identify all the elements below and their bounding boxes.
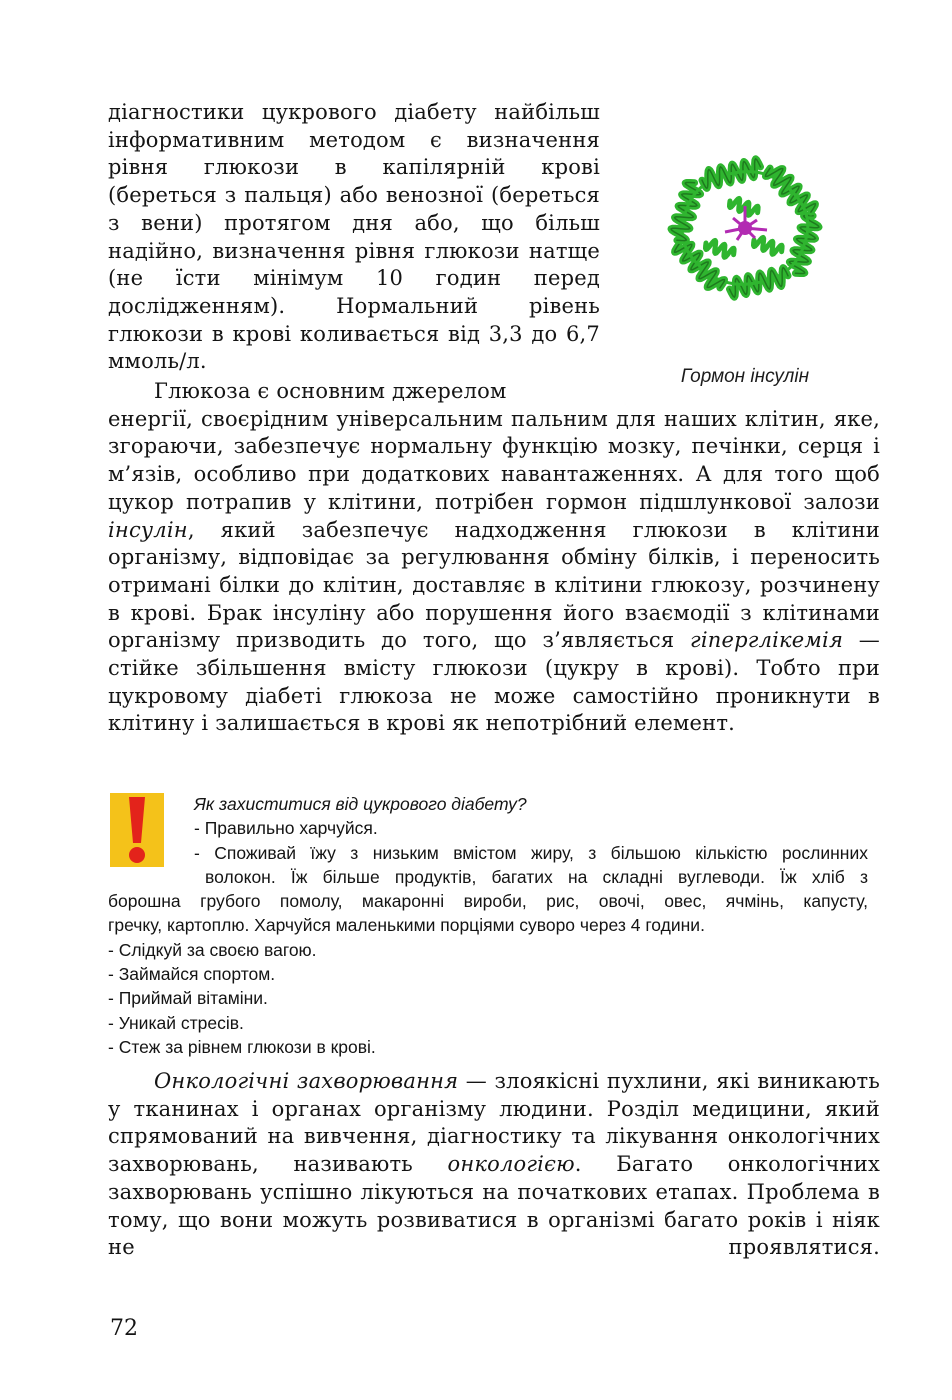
term-oncology: онкологією — [447, 1152, 575, 1177]
term-oncology-diseases: Онкологічні захворювання — [154, 1069, 459, 1093]
tip-item: - Правильно харчуйся. — [194, 818, 378, 839]
ribbon-helix — [706, 240, 735, 257]
tip-item: волокон. Їж більше продуктів, багатих на складні вуглеводи. Їж хліб з — [205, 866, 868, 887]
insulin-structure-image — [620, 128, 870, 328]
ribbon-helix — [754, 237, 783, 254]
tip-item: - Приймай вітаміни. — [108, 988, 268, 1009]
tips-box — [108, 792, 868, 1059]
term-hyperglycemia: гіперглікемія — [690, 628, 844, 653]
body-text-1: енергії, своєрідним універсальним пальним для наших клітин, яке, згораючи, забезпечує нормальну функцію мозку, печінки, серця і м’язів, особливо при додаткових навантаженнях. А для того щоб цукор потрапив у клітини, потрібен гормон підшлункової залози — [108, 406, 880, 514]
body-text-2: , який забезпечує надходження глюкози в клітини організму, відповідає за регулювання обміну білків, і переносить отримані білки до клітин, доставляє в клітини глюкозу, розчинену в крові. Брак інсуліну або порушення його взаємодії з клітинами організму призводить до того, що з’являється — [108, 517, 880, 653]
zinc-ion — [738, 221, 752, 235]
page-number: 72 — [110, 1316, 138, 1341]
tip-item: - Займайся спортом. — [108, 964, 276, 985]
tip-item: борошна грубого помолу, макаронні вироби, рис, овочі, овес, ячмінь, капусту, — [108, 891, 868, 912]
body-paragraph — [108, 378, 880, 738]
insulin-figure — [620, 128, 870, 390]
body-first-line: Глюкоза є основним джерелом — [154, 379, 507, 403]
tips-title: Як захиститися від цукрового діабету? — [194, 794, 527, 814]
oncology-text-2: . Багато онкологічних захворювань успішно лікуються на початкових етапах. Проблема в тому, що вони можуть розвиватися в організмі багато років і ніяк не проявлятися. — [108, 1152, 880, 1260]
body-text-3: — стійке збільшення вмісту глюкози (цукру в крові). Тобто при цукровому діабеті глюкоза не може самостійно проникнути в клітину і залишається в крові як непотрібний елемент. — [108, 628, 881, 736]
oncology-text-1: — злоякісні пухлини, які виникають у тканинах і органах організму людини. Розділ медицини, який спрямований на вивчення, діагностику та лікування онкологічних захворювань, називають — [108, 1069, 880, 1177]
tip-item: - Стеж за рівнем глюкози в крові. — [108, 1036, 376, 1057]
oncology-paragraph — [108, 1068, 880, 1262]
tip-item: гречку, картоплю. Харчуйся маленькими порціями суворо через 4 години. — [108, 915, 705, 936]
term-insulin: інсулін — [108, 517, 188, 542]
tip-item: - Слідкуй за своєю вагою. — [108, 939, 317, 960]
tip-item: - Уникай стресів. — [108, 1012, 244, 1033]
intro-paragraph: діагностики цукрового діабету найбільш інформативним методом є визначення рівня глюкози в капілярній крові (береться з пальця) або венозної (береться з вени) протягом дня або, що більш надійно, визначення рівня глюкози натще (не їсти мінімум 10 годин перед дослідженням). Нормальний рівень глюкози в крові коливається від 3,3 до 6,7 ммоль/л. — [108, 100, 600, 374]
tip-item: - Споживай їжу з низьким вмістом жиру, з більшою кількістю рослинних — [194, 842, 868, 863]
figure-caption: Гормон інсулін — [680, 366, 810, 387]
